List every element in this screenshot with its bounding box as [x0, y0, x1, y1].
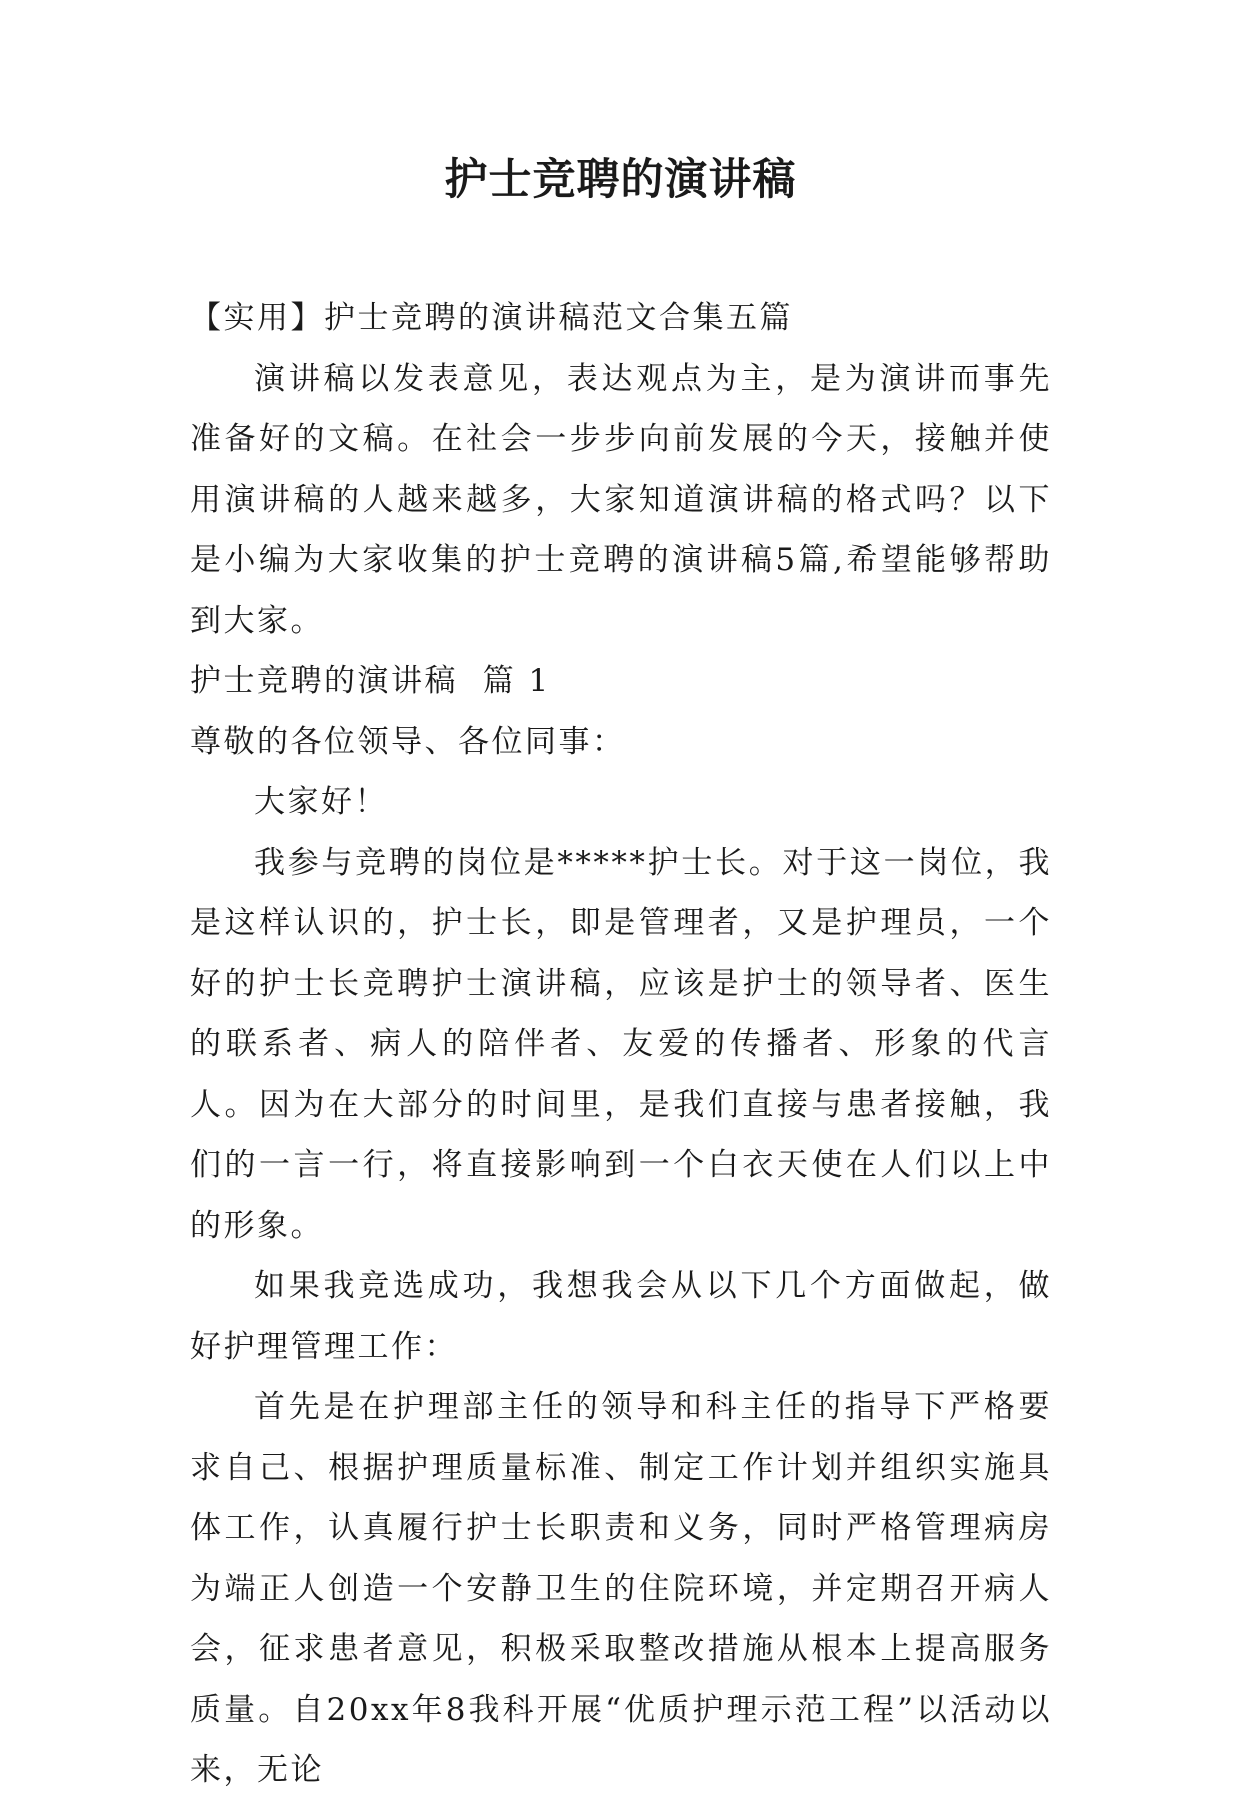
body-paragraph: 如果我竞选成功，我想我会从以下几个方面做起，做好护理管理工作： — [190, 1268, 1052, 1365]
document-subtitle: 【实用】护士竞聘的演讲稿范文合集五篇 — [190, 300, 793, 336]
salutation: 尊敬的各位领导、各位同事： — [190, 723, 626, 760]
section-heading: 护士竞聘的演讲稿 篇 1 — [190, 663, 551, 699]
body-paragraph: 我参与竞聘的岗位是*****护士长。对于这一岗位，我是这样认识的，护士长，即是管理者，又是护理员，一个好的护士长竞聘护士演讲稿，应该是护士的领导者、医生的联系者、病人的陪伴者、友爱的传播者、形象的代言人。因为在大部分的时间里，是我们直接与患者接触，我们的一言一行，将直接影响到一个白衣天使在人们以上中的形象。 — [190, 844, 1052, 1244]
greeting: 大家好！ — [254, 784, 388, 820]
document-body — [190, 288, 1052, 1801]
body-paragraph: 首先是在护理部主任的领导和科主任的指导下严格要求自己、根据护理质量标准、制定工作计划并组织实施具体工作，认真履行护士长职责和义务，同时严格管理病房为端正人创造一个安静卫生的住院环境，并定期召开病人会，征求患者意见，积极采取整改措施从根本上提高服务质量。自20xx年8我科开展“优质护理示范工程”以活动以来，无论 — [190, 1389, 1052, 1788]
document-title: 护士竞聘的演讲稿 — [444, 155, 797, 205]
intro-paragraph: 演讲稿以发表意见，表达观点为主，是为演讲而事先准备好的文稿。在社会一步步向前发展的今天，接触并使用演讲稿的人越来越多，大家知道演讲稿的格式吗？以下是小编为大家收集的护士竞聘的演讲稿5篇,希望能够帮助到大家。 — [190, 360, 1052, 639]
